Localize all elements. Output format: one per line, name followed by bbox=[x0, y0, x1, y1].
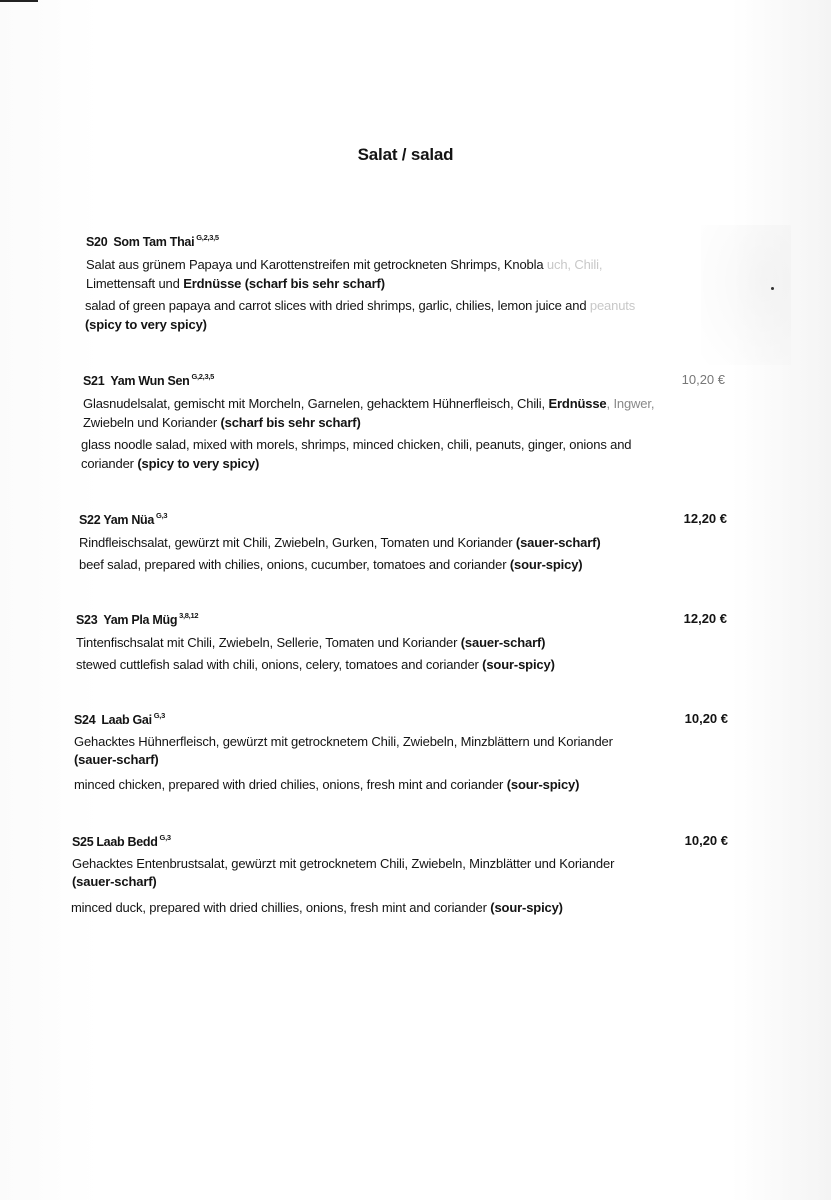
item-header bbox=[79, 511, 727, 533]
desc-text: Glasnudelsalat, gemischt mit Morcheln, Garnelen, gehacktem Hühnerfleisch, Chili, bbox=[83, 396, 549, 411]
menu-item-s21 bbox=[83, 372, 725, 473]
item-title: Som Tam Thai bbox=[113, 235, 195, 249]
description-en bbox=[79, 555, 727, 574]
item-title: Laab Bedd bbox=[96, 835, 158, 849]
desc-text-bold: (sour-spicy) bbox=[482, 657, 555, 672]
item-price: 10,20 € bbox=[684, 833, 728, 848]
description-de bbox=[83, 394, 725, 432]
desc-text: beef salad, prepared with chilies, onions, cucumber, tomatoes and coriander bbox=[79, 557, 510, 572]
item-name bbox=[76, 613, 198, 627]
desc-text-bold: (sauer-scharf) bbox=[72, 874, 157, 889]
menu-item-s24 bbox=[74, 711, 728, 794]
desc-text: Rindfleischsalat, gewürzt mit Chili, Zwiebeln, Gurken, Tomaten und Koriander bbox=[79, 535, 516, 550]
desc-text: minced duck, prepared with dried chillies, onions, fresh mint and coriander bbox=[71, 900, 491, 915]
desc-text-bold: (sour-spicy) bbox=[509, 557, 583, 572]
allergen-codes: G,3 bbox=[159, 833, 171, 842]
item-header bbox=[76, 611, 727, 633]
allergen-codes: G,3 bbox=[156, 511, 168, 520]
menu-item-s20 bbox=[86, 233, 726, 334]
description-en bbox=[76, 655, 727, 674]
desc-text-bold: (sauer-scharf) bbox=[515, 535, 601, 550]
item-code: S25 bbox=[72, 835, 94, 849]
desc-text-faded: uch, Chili, bbox=[546, 257, 603, 272]
description-de bbox=[79, 533, 727, 552]
description-de bbox=[86, 255, 726, 293]
description-de bbox=[74, 733, 728, 769]
desc-text: minced chicken, prepared with dried chilies, onions, fresh mint and coriander bbox=[74, 777, 507, 792]
menu-item-s22 bbox=[79, 511, 727, 574]
item-header bbox=[83, 372, 725, 394]
item-header bbox=[74, 711, 728, 733]
desc-text-bold: (sour-spicy) bbox=[490, 900, 563, 915]
item-title: Yam Nüa bbox=[103, 513, 155, 527]
ink-dot bbox=[771, 287, 774, 290]
desc-text-bold: (spicy to very spicy) bbox=[137, 456, 260, 471]
desc-text: Zwiebeln und Koriander bbox=[83, 415, 221, 430]
item-price: 12,20 € bbox=[683, 611, 727, 626]
item-price: 12,20 € bbox=[683, 511, 727, 526]
desc-text-bold: (sauer-scharf) bbox=[460, 635, 546, 650]
desc-text-bold: Erdnüsse bbox=[548, 396, 607, 411]
allergen-codes: G,2,3,5 bbox=[196, 233, 219, 242]
desc-text-faded: peanuts bbox=[589, 298, 636, 313]
allergen-codes: G,3 bbox=[153, 711, 165, 720]
desc-text: Gehacktes Entenbrustsalat, gewürzt mit getrocknetem Chili, Zwiebeln, Minzblätter und Koriander bbox=[72, 856, 615, 871]
item-name bbox=[72, 835, 171, 849]
item-header bbox=[72, 833, 728, 855]
item-name bbox=[83, 374, 214, 388]
description-en bbox=[85, 296, 726, 334]
description-en bbox=[74, 775, 728, 794]
desc-text-bold: (sauer-scharf) bbox=[74, 752, 159, 767]
item-code: S22 bbox=[79, 513, 101, 527]
desc-text: glass noodle salad, mixed with morels, shrimps, minced chicken, chili, peanuts, ginger, onions and bbox=[81, 437, 632, 452]
allergen-codes: 3,8,12 bbox=[179, 611, 199, 620]
item-name bbox=[86, 235, 219, 249]
desc-text: Gehacktes Hühnerfleisch, gewürzt mit getrocknetem Chili, Zwiebeln, Minzblättern und Koriander bbox=[74, 734, 613, 749]
item-code: S21 bbox=[83, 374, 105, 388]
item-code: S20 bbox=[86, 235, 108, 249]
desc-text: Tintenfischsalat mit Chili, Zwiebeln, Sellerie, Tomaten und Koriander bbox=[76, 635, 461, 650]
item-name bbox=[79, 513, 167, 527]
desc-text: stewed cuttlefish salad with chili, onions, celery, tomatoes and coriander bbox=[76, 657, 483, 672]
menu-item-s25 bbox=[72, 833, 728, 917]
item-code: S23 bbox=[76, 613, 98, 627]
description-en bbox=[81, 435, 725, 473]
desc-text: Limettensaft und bbox=[86, 276, 184, 291]
item-header bbox=[86, 233, 726, 255]
desc-text-bold: (scharf bis sehr scharf) bbox=[220, 415, 361, 430]
description-de bbox=[76, 633, 727, 652]
item-price: 10,20 € bbox=[684, 711, 728, 726]
desc-text-bold: (spicy to very spicy) bbox=[85, 317, 207, 332]
item-price: 10,20 € bbox=[681, 372, 725, 387]
desc-text-bold: (sour-spicy) bbox=[506, 777, 580, 792]
desc-text: , Ingwer, bbox=[606, 396, 655, 411]
description-de bbox=[72, 855, 728, 891]
item-title: Yam Pla Müg bbox=[103, 613, 178, 627]
menu-item-s23 bbox=[76, 611, 727, 674]
item-name bbox=[74, 713, 165, 727]
desc-text-bold: Erdnüsse (scharf bis sehr scharf) bbox=[183, 276, 385, 291]
desc-text: salad of green papaya and carrot slices with dried shrimps, garlic, chilies, lemon juice and bbox=[85, 298, 590, 313]
item-title: Yam Wun Sen bbox=[110, 374, 190, 388]
page-title: Salat / salad bbox=[357, 145, 454, 164]
item-title: Laab Gai bbox=[101, 713, 152, 727]
desc-text: Salat aus grünem Papaya und Karottenstreifen mit getrockneten Shrimps, Knobla bbox=[86, 257, 544, 272]
description-en bbox=[71, 898, 728, 917]
allergen-codes: G,2,3,5 bbox=[191, 372, 214, 381]
corner-mark bbox=[0, 0, 38, 2]
desc-text: coriander bbox=[81, 456, 138, 471]
item-code: S24 bbox=[74, 713, 96, 727]
